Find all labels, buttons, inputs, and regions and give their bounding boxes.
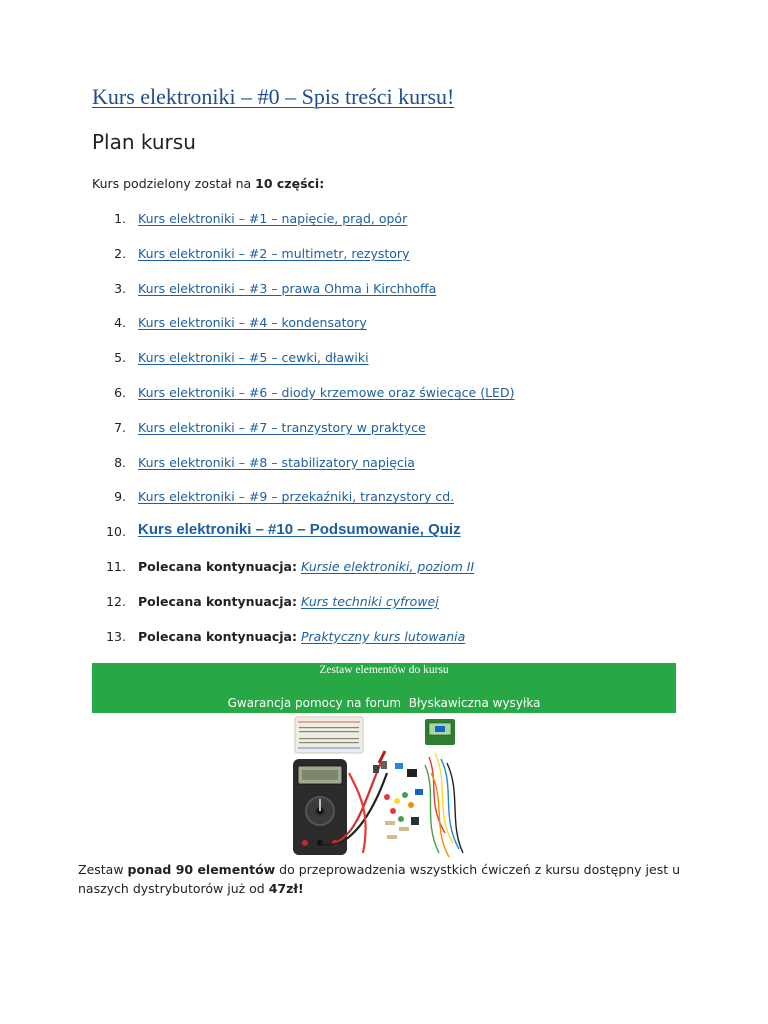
item-number: 6. <box>114 384 126 400</box>
item-number: 12. <box>106 593 126 609</box>
kit-text-part: do przeprowadzenia wszystkich ćwiczeń z kursu dostępny jest u naszych dystrybutorów już od <box>78 862 681 896</box>
course-link-1[interactable]: Kurs elektroniki – #1 – napięcie, prąd, opór <box>138 211 408 226</box>
item-number: 5. <box>114 350 126 366</box>
list-item <box>92 209 692 244</box>
promo-banner[interactable] <box>92 663 676 713</box>
components-image <box>373 761 423 839</box>
item-number: 10. <box>106 524 126 540</box>
page-title-link[interactable]: Kurs elektroniki – #0 – Spis treści kursu! <box>92 84 455 109</box>
kit-text-part: Zestaw <box>78 862 128 877</box>
course-link-2[interactable]: Kurs elektroniki – #2 – multimetr, rezystory <box>138 245 410 261</box>
list-item <box>92 592 692 627</box>
section-heading: Plan kursu <box>92 130 196 154</box>
item-prefix: Polecana kontynuacja: <box>138 558 297 574</box>
kit-description <box>78 860 698 898</box>
lcd-module-image <box>425 719 455 745</box>
list-item <box>92 418 692 453</box>
item-number: 2. <box>114 245 126 261</box>
promo-features: Gwarancja pomocy na forum Błyskawiczna wysyłka <box>227 696 541 710</box>
course-link-3[interactable]: Kurs elektroniki – #3 – prawa Ohma i Kirchhoffa <box>138 280 437 296</box>
item-number: 8. <box>114 454 126 470</box>
list-item <box>92 453 692 488</box>
item-number: 4. <box>114 315 126 331</box>
continuation-link-soldering[interactable]: Praktyczny kurs lutowania <box>300 628 466 644</box>
course-link-8[interactable]: Kurs elektroniki – #8 – stabilizatory napięcia <box>138 454 415 470</box>
item-prefix: Polecana kontynuacja: <box>138 593 297 609</box>
course-link-10[interactable]: Kurs elektroniki – #10 – Podsumowanie, Quiz <box>138 521 461 539</box>
item-number: 3. <box>114 280 126 296</box>
item-prefix: Polecana kontynuacja: <box>138 628 297 644</box>
intro-text <box>92 176 324 191</box>
item-number: 1. <box>114 211 126 226</box>
list-item <box>92 313 692 348</box>
intro-bold: 10 części: <box>255 176 325 191</box>
course-link-4[interactable]: Kurs elektroniki – #4 – kondensatory <box>138 315 367 331</box>
course-link-5[interactable]: Kurs elektroniki – #5 – cewki, dławiki <box>138 350 369 366</box>
list-item <box>92 487 692 522</box>
jumper-wires-image <box>425 753 463 857</box>
kit-bold-price: 47zł! <box>268 881 304 896</box>
course-list <box>92 209 692 661</box>
continuation-link-level-2[interactable]: Kursie elektroniki, poziom II <box>300 558 475 574</box>
continuation-link-digital[interactable]: Kurs techniki cyfrowej <box>300 593 439 609</box>
kit-bold-count: ponad 90 elementów <box>127 862 276 877</box>
item-number: 9. <box>114 489 126 505</box>
breadboard-image <box>295 717 363 753</box>
kit-photo[interactable] <box>289 713 467 861</box>
list-item <box>92 627 692 662</box>
item-number: 11. <box>106 558 126 574</box>
promo-title: Zestaw elementów do kursu <box>319 664 449 676</box>
item-number: 7. <box>114 419 126 435</box>
list-item <box>92 244 692 279</box>
course-link-9[interactable]: Kurs elektroniki – #9 – przekaźniki, tranzystory cd. <box>138 489 455 505</box>
list-item <box>92 383 692 418</box>
item-number: 13. <box>106 628 126 644</box>
list-item <box>92 279 692 314</box>
list-item <box>92 348 692 383</box>
list-item <box>92 522 692 557</box>
intro-plain: Kurs podzielony został na <box>92 176 256 191</box>
course-link-6[interactable]: Kurs elektroniki – #6 – diody krzemowe oraz świecące (LED) <box>138 384 515 400</box>
course-link-7[interactable]: Kurs elektroniki – #7 – tranzystory w praktyce <box>138 419 426 435</box>
list-item <box>92 557 692 592</box>
